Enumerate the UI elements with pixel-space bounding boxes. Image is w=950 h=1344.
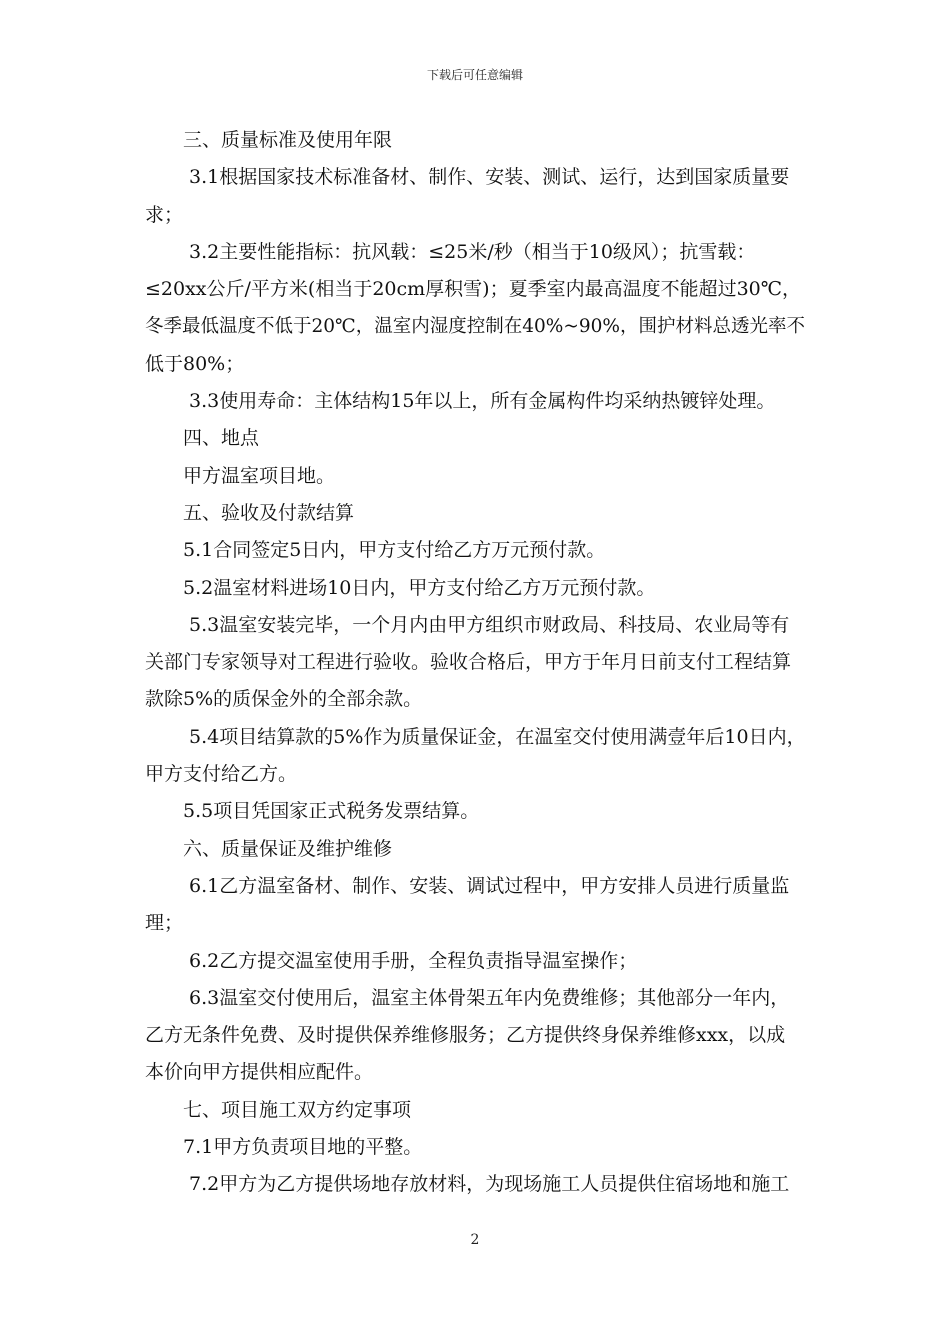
text-line: 低于80%； <box>145 352 245 375</box>
text-line: 5.4项目结算款的5%作为质量保证金，在温室交付使用满壹年后10日内， <box>145 725 806 748</box>
text-line: ≤20xx公斤/平方米(相当于20cm厚积雪)；夏季室内最高温度不能超过30℃， <box>145 278 802 301</box>
text-line: 款除5%的质保金外的全部余款。 <box>145 688 423 711</box>
text-line: 乙方无条件免费、及时提供保养维修服务；乙方提供终身保养维修xxx，以成 <box>145 1024 786 1047</box>
text-line: 冬季最低温度不低于20℃，温室内湿度控制在40%~90%，围护材料总透光率不 <box>145 316 805 338</box>
text-line: 甲方温室项目地。 <box>145 464 336 487</box>
text-line: 3.3使用寿命：主体结构15年以上，所有金属构件均采纳热镀锌处理。 <box>145 390 776 413</box>
text-line: 三、质量标准及使用年限 <box>145 129 393 151</box>
text-line: 六、质量保证及维护维修 <box>145 837 393 860</box>
text-line: 3.1根据国家技术标准备材、制作、安装、测试、运行，达到国家质量要 <box>145 166 790 189</box>
text-line: 6.1乙方温室备材、制作、安装、调试过程中，甲方安排人员进行质量监 <box>145 874 790 897</box>
text-line: 求； <box>145 203 184 226</box>
document-body <box>145 122 809 1204</box>
text-line: 本价向甲方提供相应配件。 <box>145 1061 374 1084</box>
text-line: 7.1甲方负责项目地的平整。 <box>145 1136 423 1159</box>
text-line: 3.2主要性能指标：抗风载：≤25米/秒（相当于10级风）；抗雪载： <box>145 240 756 263</box>
text-line: 5.5项目凭国家正式税务发票结算。 <box>145 800 480 823</box>
text-line: 四、地点 <box>145 427 260 450</box>
text-line: 理； <box>145 912 184 935</box>
page-header: 下载后可任意编辑 <box>426 68 523 82</box>
text-line: 关部门专家领导对工程进行验收。验收合格后，甲方于年月日前支付工程结算 <box>145 651 792 674</box>
text-line: 7.2甲方为乙方提供场地存放材料，为现场施工人员提供住宿场地和施工 <box>145 1173 790 1196</box>
text-line: 5.2温室材料进场10日内，甲方支付给乙方万元预付款。 <box>145 576 656 599</box>
text-line: 甲方支付给乙方。 <box>145 763 298 786</box>
text-line: 5.3温室安装完毕，一个月内由甲方组织市财政局、科技局、农业局等有 <box>145 613 790 636</box>
text-line: 七、项目施工双方约定事项 <box>145 1098 412 1121</box>
text-line: 6.2乙方提交温室使用手册，全程负责指导温室操作； <box>145 949 638 972</box>
text-line: 6.3温室交付使用后，温室主体骨架五年内免费维修；其他部分一年内， <box>145 986 790 1009</box>
text-line: 5.1合同签定5日内，甲方支付给乙方万元预付款。 <box>145 539 606 562</box>
text-line: 五、验收及付款结算 <box>145 501 355 524</box>
page-number: 2 <box>470 1232 480 1248</box>
